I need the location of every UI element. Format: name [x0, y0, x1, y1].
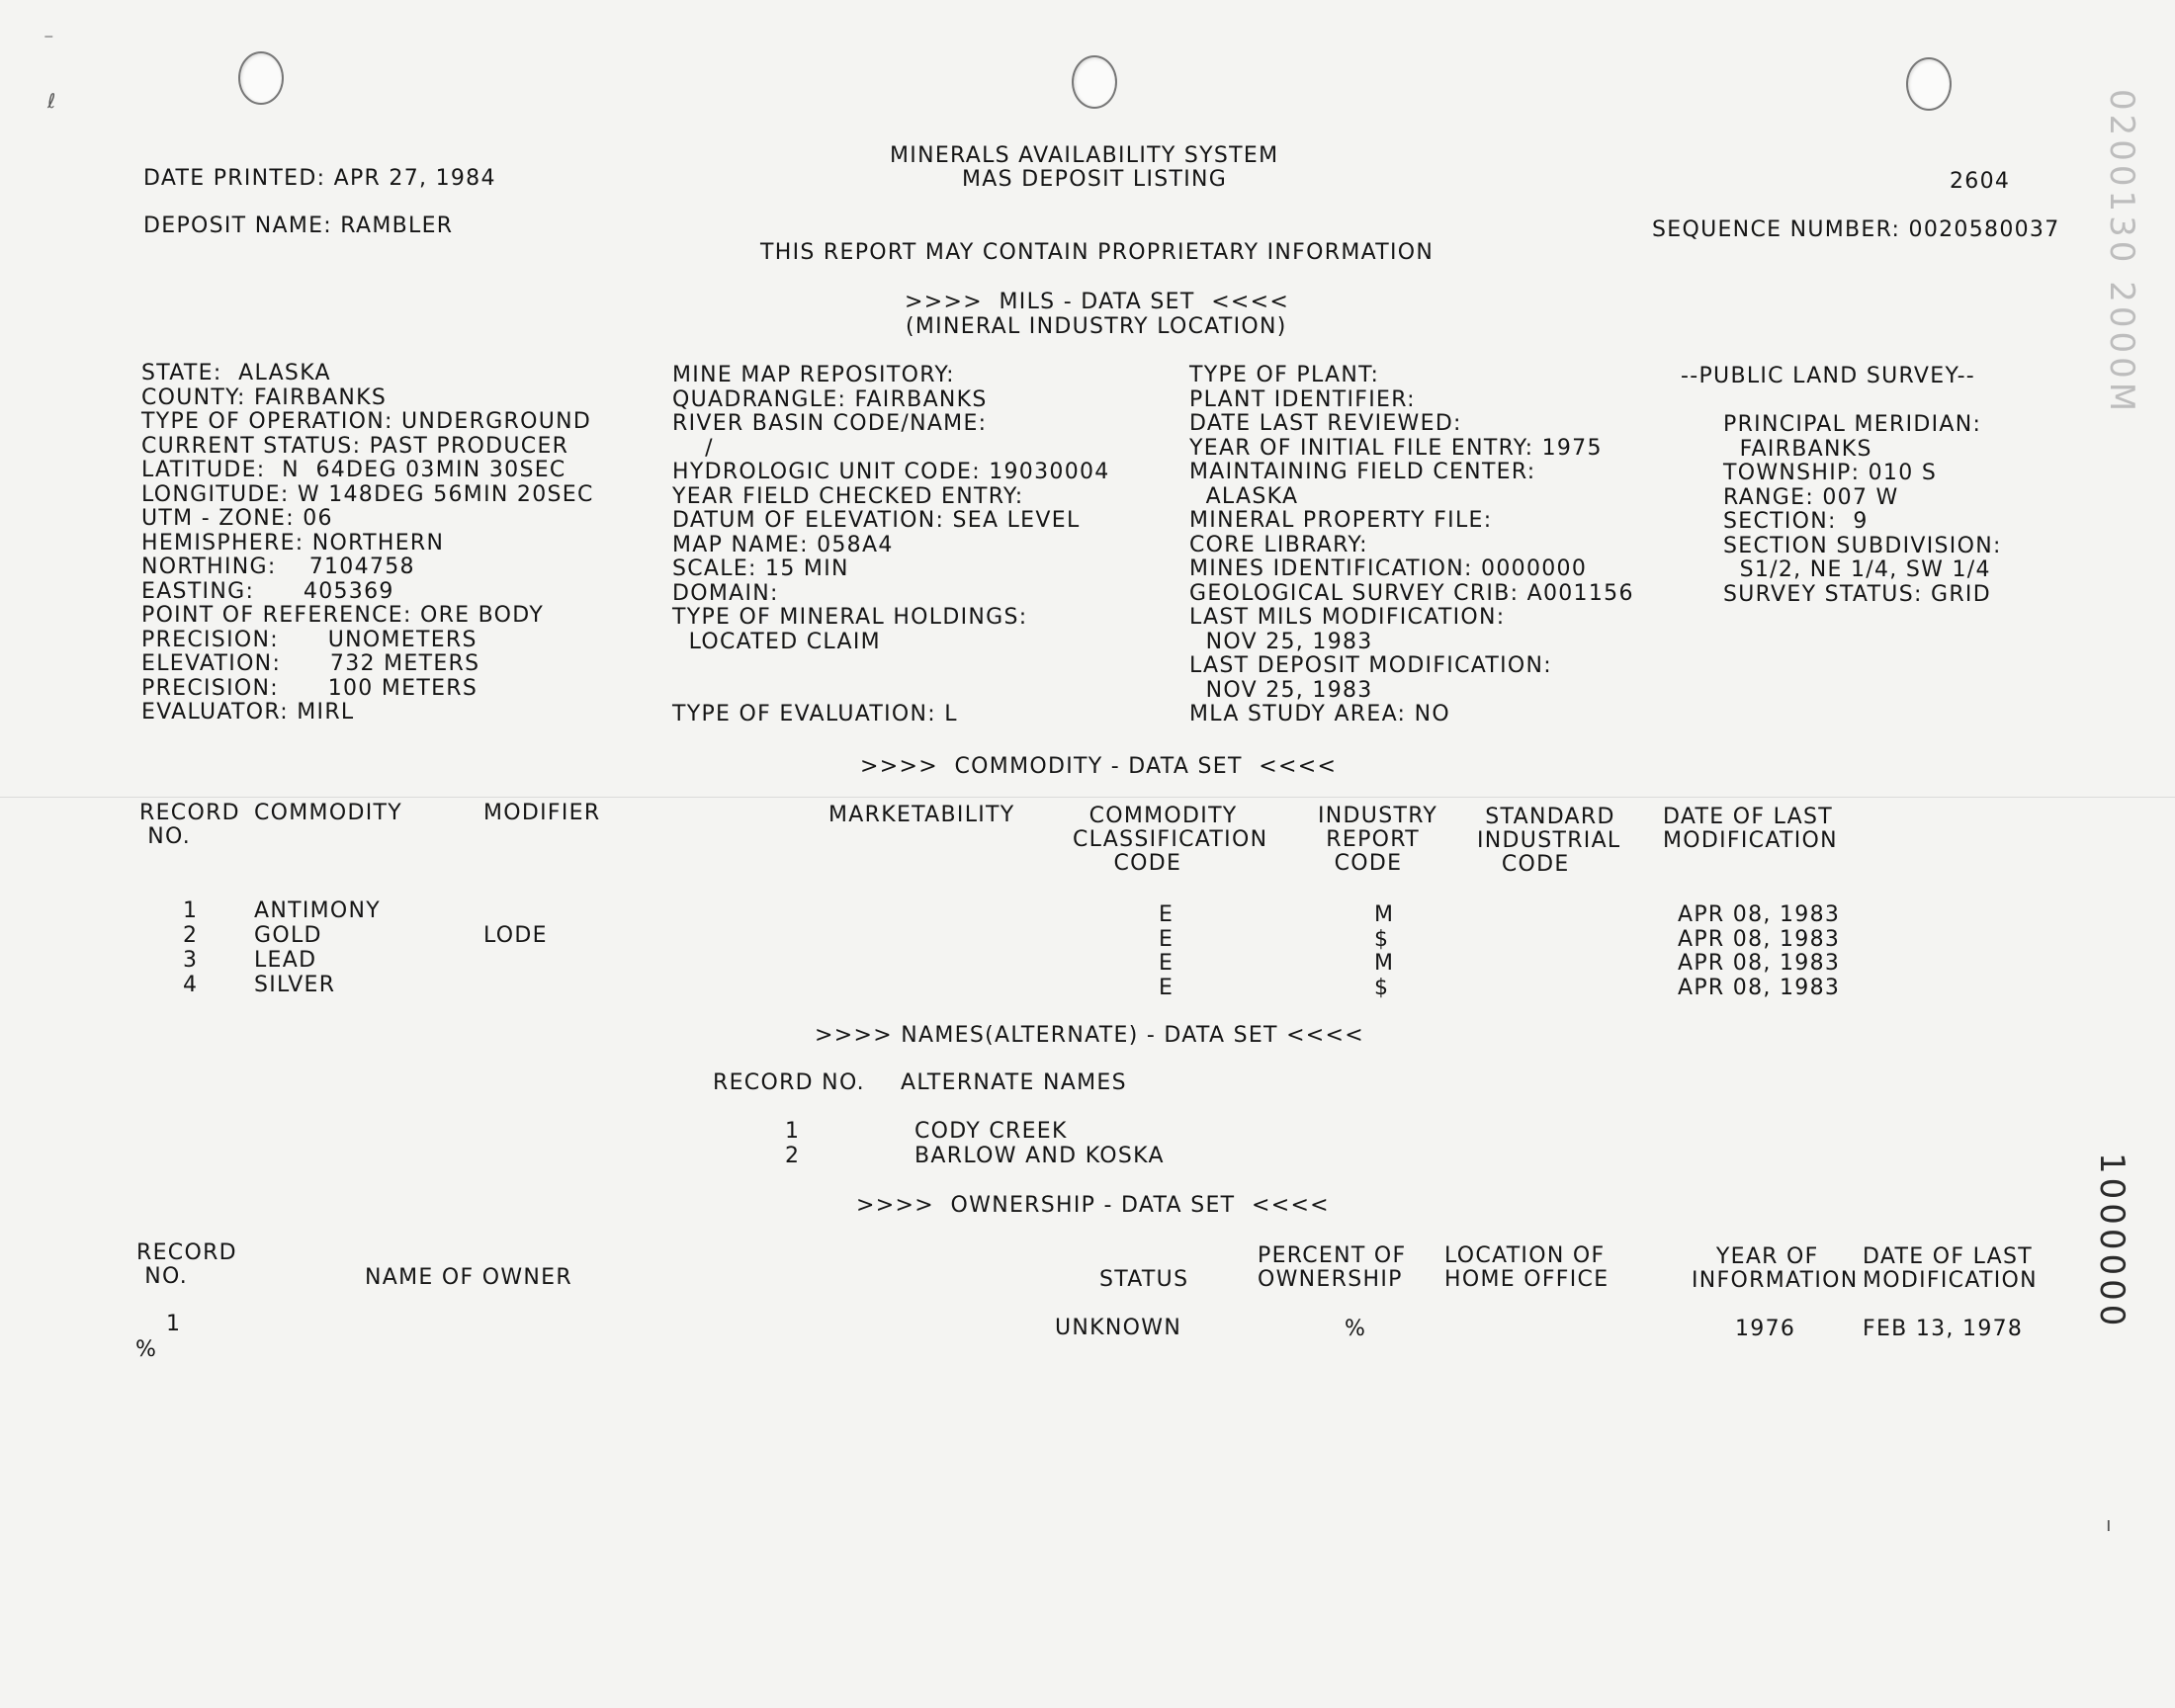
modification-date: APR 08, 1983	[1678, 902, 1841, 927]
alternate-name: BARLOW AND KOSKA	[914, 1144, 1165, 1168]
col-header-owner-name: NAME OF OWNER	[365, 1265, 572, 1290]
modification-date: APR 08, 1983	[1678, 976, 1841, 1000]
col-header-industry-code: INDUSTRY REPORT CODE	[1318, 804, 1438, 876]
ownership-section-title: >>>> OWNERSHIP - DATA SET <<<<	[856, 1193, 1330, 1218]
commodity-modifier: LODE	[483, 923, 548, 948]
year-of-information: 1976	[1735, 1317, 1796, 1341]
col-header-marketability: MARKETABILITY	[828, 803, 1015, 827]
commodity-name: GOLD	[254, 923, 322, 948]
mils-field: TYPE OF PLANT:	[1189, 363, 1380, 387]
mils-field: RIVER BASIN CODE/NAME:	[672, 411, 988, 436]
classification-code: E	[1159, 951, 1174, 976]
survey-field: RANGE: 007 W	[1723, 484, 1899, 510]
commodity-name: ANTIMONY	[254, 898, 382, 923]
mils-section-subtitle: (MINERAL INDUSTRY LOCATION)	[906, 314, 1287, 339]
col-header-home-office: LOCATION OF HOME OFFICE	[1444, 1243, 1610, 1292]
survey-field: SECTION: 9	[1723, 509, 1869, 534]
mils-field: NOV 25, 1983	[1189, 629, 1373, 654]
mils-field: PLANT IDENTIFIER:	[1189, 386, 1416, 412]
mils-field: STATE: ALASKA	[141, 361, 331, 385]
mils-field: SCALE: 15 MIN	[672, 556, 849, 581]
mils-field: MAP NAME: 058A4	[672, 532, 894, 557]
mils-field: ELEVATION: 732 METERS	[141, 651, 480, 676]
mils-field: YEAR OF INITIAL FILE ENTRY: 1975	[1189, 435, 1603, 461]
mils-field: YEAR FIELD CHECKED ENTRY:	[672, 483, 1024, 509]
survey-field: SECTION SUBDIVISION:	[1723, 533, 2002, 558]
mils-field: TYPE OF EVALUATION: L	[672, 702, 958, 726]
industry-code: M	[1374, 902, 1395, 927]
industry-code: $	[1374, 976, 1390, 1000]
mils-field: HYDROLOGIC UNIT CODE: 19030004	[672, 460, 1110, 484]
ownership-status: UNKNOWN	[1055, 1316, 1182, 1340]
date-printed: DATE PRINTED: APR 27, 1984	[143, 166, 496, 191]
survey-field: PRINCIPAL MERIDIAN:	[1723, 412, 1982, 437]
modification-date: APR 08, 1983	[1678, 951, 1841, 976]
mils-field: LONGITUDE: W 148DEG 56MIN 20SEC	[141, 481, 594, 507]
listing-title: MAS DEPOSIT LISTING	[962, 167, 1228, 192]
mils-field: DATUM OF ELEVATION: SEA LEVEL	[672, 508, 1081, 533]
mils-field: MAINTAINING FIELD CENTER:	[1189, 460, 1536, 484]
record-no: 1	[785, 1119, 801, 1144]
mils-field: LATITUDE: N 64DEG 03MIN 30SEC	[141, 458, 566, 482]
modification-date: FEB 13, 1978	[1863, 1317, 2024, 1341]
commodity-section-title: >>>> COMMODITY - DATA SET <<<<	[860, 754, 1338, 779]
classification-code: E	[1159, 902, 1174, 927]
col-header-classification-code: COMMODITY CLASSIFICATION CODE	[1073, 804, 1268, 876]
col-header-commodity: COMMODITY	[254, 801, 402, 825]
mils-field: GEOLOGICAL SURVEY CRIB: A001156	[1189, 580, 1634, 606]
proprietary-notice: THIS REPORT MAY CONTAIN PROPRIETARY INFORMATION	[760, 240, 1435, 265]
scan-rule	[0, 797, 2175, 798]
mils-field: MINES IDENTIFICATION: 0000000	[1189, 556, 1588, 581]
col-header-year: YEAR OF INFORMATION	[1692, 1244, 1859, 1293]
survey-field: TOWNSHIP: 010 S	[1723, 461, 1938, 485]
record-no: 3	[183, 948, 199, 973]
commodity-name: SILVER	[254, 973, 336, 997]
col-header-modifier: MODIFIER	[483, 801, 601, 825]
system-title: MINERALS AVAILABILITY SYSTEM	[890, 143, 1279, 168]
mils-field: TYPE OF MINERAL HOLDINGS:	[672, 605, 1028, 630]
names-section-title: >>>> NAMES(ALTERNATE) - DATA SET <<<<	[815, 1023, 1365, 1048]
modification-date: APR 08, 1983	[1678, 927, 1841, 952]
mils-field: ALASKA	[1189, 483, 1299, 509]
mils-field: MLA STUDY AREA: NO	[1189, 702, 1450, 726]
punch-hole-right	[1906, 57, 1952, 111]
mils-field: PRECISION: 100 METERS	[141, 675, 478, 701]
mils-field: HEMISPHERE: NORTHERN	[141, 530, 445, 555]
record-no: 4	[183, 973, 199, 997]
industry-code: $	[1374, 927, 1390, 952]
mils-field: POINT OF REFERENCE: ORE BODY	[141, 603, 545, 628]
col-header-sic-code: STANDARD INDUSTRIAL CODE	[1477, 805, 1621, 877]
punch-hole-center	[1072, 55, 1117, 109]
mils-field: MINERAL PROPERTY FILE:	[1189, 508, 1493, 533]
survey-field: SURVEY STATUS: GRID	[1723, 581, 1991, 607]
mils-field: UTM - ZONE: 06	[141, 506, 333, 531]
col-header-date: DATE OF LAST MODIFICATION	[1863, 1244, 2038, 1293]
col-header-percent: PERCENT OF OWNERSHIP	[1258, 1243, 1407, 1292]
record-no: 2	[183, 923, 199, 948]
mils-field: QUADRANGLE: FAIRBANKS	[672, 386, 988, 412]
mils-field: LAST MILS MODIFICATION:	[1189, 605, 1506, 630]
mils-field: DOMAIN:	[672, 580, 779, 606]
mils-field: PRECISION: UNOMETERS	[141, 627, 478, 652]
mils-field: LAST DEPOSIT MODIFICATION:	[1189, 653, 1553, 678]
scan-mark: ℓ	[47, 89, 56, 113]
mils-field: CURRENT STATUS: PAST PRODUCER	[141, 433, 569, 459]
record-no: 1	[183, 898, 199, 923]
mils-field: COUNTY: FAIRBANKS	[141, 384, 388, 410]
classification-code: E	[1159, 976, 1174, 1000]
mils-section-title: >>>> MILS - DATA SET <<<<	[905, 290, 1290, 314]
alternate-name: CODY CREEK	[914, 1119, 1068, 1144]
scan-mark: ⁻	[44, 28, 54, 51]
scan-mark: ı	[2106, 1512, 2112, 1536]
margin-stamp: 1000000	[2092, 1153, 2132, 1330]
industry-code: M	[1374, 951, 1395, 976]
mils-field: MINE MAP REPOSITORY:	[672, 363, 955, 387]
mils-field: TYPE OF OPERATION: UNDERGROUND	[141, 409, 592, 434]
commodity-name: LEAD	[254, 948, 317, 973]
mils-field: CORE LIBRARY:	[1189, 532, 1368, 557]
classification-code: E	[1159, 927, 1174, 952]
percent-mark: %	[135, 1337, 158, 1362]
record-no: 2	[785, 1144, 801, 1168]
deposit-name: DEPOSIT NAME: RAMBLER	[143, 214, 454, 238]
ownership-percent: %	[1345, 1317, 1367, 1341]
mils-field: /	[672, 435, 714, 461]
mils-field: DATE LAST REVIEWED:	[1189, 411, 1462, 436]
col-header-alternate-names: ALTERNATE NAMES	[901, 1070, 1127, 1095]
mils-field: LOCATED CLAIM	[672, 629, 881, 654]
survey-field: FAIRBANKS	[1723, 436, 1872, 462]
col-header-record-no: RECORD NO.	[713, 1070, 865, 1095]
mils-field: NOV 25, 1983	[1189, 677, 1373, 703]
col-header-date: DATE OF LAST MODIFICATION	[1663, 805, 1838, 853]
mils-field: NORTHING: 7104758	[141, 555, 415, 579]
col-header-record: RECORD NO.	[139, 801, 240, 849]
record-no: 1	[166, 1312, 182, 1336]
mils-field: EASTING: 405369	[141, 578, 394, 604]
mils-field: EVALUATOR: MIRL	[141, 700, 355, 725]
sequence-number: SEQUENCE NUMBER: 0020580037	[1652, 217, 2060, 242]
public-land-survey-title: --PUBLIC LAND SURVEY--	[1681, 364, 1976, 388]
page-number: 2604	[1950, 169, 2011, 194]
margin-stamp-faded: 0200130 2000M	[2102, 89, 2141, 416]
punch-hole-left	[238, 51, 284, 105]
col-header-status: STATUS	[1099, 1267, 1189, 1292]
survey-field: S1/2, NE 1/4, SW 1/4	[1723, 557, 1991, 582]
col-header-record: RECORD NO.	[136, 1240, 237, 1289]
